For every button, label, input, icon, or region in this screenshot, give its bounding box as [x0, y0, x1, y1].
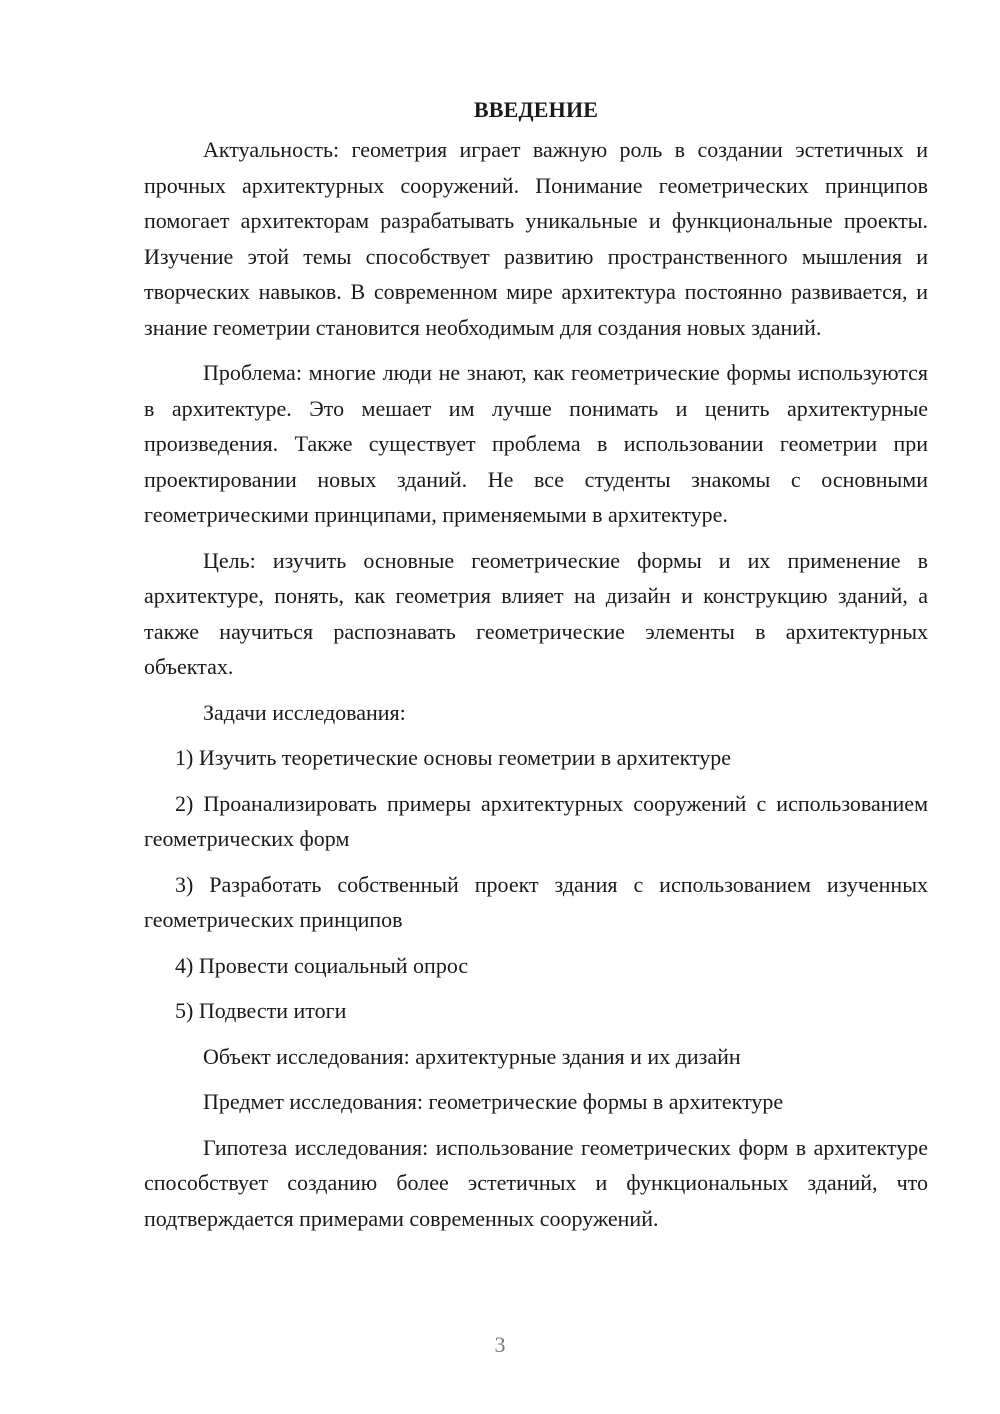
task-item-1: 1) Изучить теоретические основы геометрии в архитектуре — [175, 745, 732, 770]
relevance-paragraph: Актуальность: геометрия играет важную роль в создании эстетичных и прочных архитектурных сооружений. Понимание геометрических принципов помогает архитекторам разрабатывать уникальные и функциональные проекты. Изучение этой темы способствует развитию пространственного мышления и творческих навыков. В современном мире архитектура постоянно развивается, и знание геометрии становится необходимым для создания новых зданий. — [144, 137, 928, 340]
task-item-2: 2) Проанализировать примеры архитектурных сооружений с использованием геометрических форм — [144, 790, 928, 851]
page-number: 3 — [494, 1332, 506, 1357]
goal-paragraph: Цель: изучить основные геометрические формы и их применение в архитектуре, понять, как геометрия влияет на дизайн и конструкцию зданий, а также научиться распознавать геометрические элементы в архитектурных объектах. — [144, 547, 928, 679]
hypothesis-paragraph: Гипотеза исследования: использование геометрических форм в архитектуре способствует созданию более эстетичных и функциональных зданий, что подтверждается примерами современных сооружений. — [144, 1134, 928, 1231]
document-page — [144, 94, 928, 1246]
tasks-title: Задачи исследования: — [203, 699, 406, 725]
object-paragraph: Объект исследования: архитектурные здания и их дизайн — [203, 1043, 741, 1069]
problem-paragraph: Проблема: многие люди не знают, как геометрические формы используются в архитектуре. Это мешает им лучше понимать и ценить архитектурные произведения. Также существует проблема в использовании геометрии при проектировании новых зданий. Не все студенты знакомы с основными геометрическими принципами, применяемыми в архитектуре. — [144, 360, 928, 527]
task-item-4: 4) Провести социальный опрос — [175, 952, 469, 978]
subject-paragraph: Предмет исследования: геометрические формы в архитектуре — [203, 1089, 784, 1114]
page-title: ВВЕДЕНИЕ — [473, 97, 599, 122]
task-item-5: 5) Подвести итоги — [175, 998, 347, 1023]
task-item-3: 3) Разработать собственный проект здания с использованием изученных геометрических принципов — [144, 871, 928, 932]
